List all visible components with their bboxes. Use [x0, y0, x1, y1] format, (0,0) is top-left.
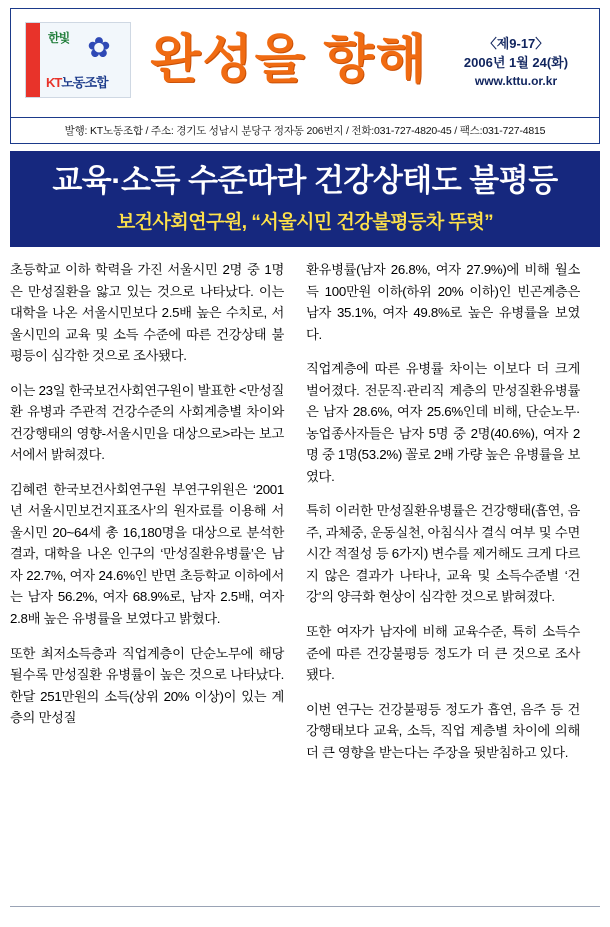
issue-date: 2006년 1월 24(화) [463, 55, 569, 71]
paragraph: 초등학교 이하 학력을 가진 서울시민 2명 중 1명은 만성질환을 앓고 있는 것으로 나타났다. 이는 대학을 나온 서울시민보다 2.5배 높은 수치로, 서울시민의 교육 및 소득 수준에 따른 건강상태 불평등이 심각한 것으로 조사됐다. [10, 262, 284, 364]
article-column-left [10, 259, 284, 899]
paragraph: 김혜련 한국보건사회연구원 부연구위원은 ‘2001년 서울시민보건지표조사’의 원자료를 이용해 서울시민 20~64세 총 16,180명을 대상으로 분석한 결과, 대학을 나온 인구의 ‘만성질환유병률’은 남자 22.7%, 여자 24.6%인 반면 초등학교 이하에서는 남자 56.2%, 여자 68.9%로, 남자 2.5배, 여자 2.8배 높은 유병률을 보였다고 밝혔다. [10, 481, 284, 626]
headline-banner [10, 151, 600, 247]
paragraph: 또한 여자가 남자에 비해 교육수준, 특히 소득수준에 따른 건강불평등 정도가 더 큰 것으로 조사됐다. [306, 623, 580, 683]
headline: 교육·소득 수준따라 건강상태도 불평등 [52, 162, 558, 198]
article-column-right [306, 259, 580, 899]
flag-kt-label [46, 72, 108, 91]
issue-url: www.kttu.or.kr [474, 74, 558, 89]
paragraph: 환유병률(남자 26.8%, 여자 27.9%)에 비해 월소득 100만원 이하(하위 20% 이하)인 빈곤계층은 남자 35.1%, 여자 49.8%로 높은 유병률을 보였다. [306, 262, 580, 342]
flag-org-top-label: 한빛 [48, 31, 70, 45]
kt-text: KT [46, 75, 62, 90]
issue-info [441, 35, 591, 90]
publisher-strip [10, 118, 600, 144]
union-text: 노동조합 [61, 75, 108, 90]
issue-number: 〈제9-17〉 [483, 36, 549, 52]
paragraph: 직업계층에 따른 유병률 차이는 이보다 더 크게 벌어졌다. 전문직·관리직 계층의 만성질환유병률은 남자 28.6%, 여자 25.6%인데 비해, 단순노무·농업종사자들은 남자 5명 중 2명(40.6%), 여자 2명 중 1명(53.2%) 꼴로 2배 가량 높은 유병률을 보였다. [306, 361, 580, 484]
paragraph: 또한 최저소득층과 직업계층이 단순노무에 해당될수록 만성질환 유병률이 높은 것으로 나타났다. 한달 251만원의 소득(상위 20% 이상)이 있는 계층의 만성질 [10, 645, 284, 726]
article-body [10, 259, 600, 899]
union-flag-logo [19, 16, 137, 110]
flag-graphic [25, 22, 131, 98]
star-icon: ✿ [87, 32, 111, 63]
flag-red-band [26, 23, 40, 97]
masthead [10, 8, 600, 118]
paragraph: 이번 연구는 건강불평등 정도가 흡연, 음주 등 건강행태보다 교육, 소득, 직업 계층별 차이에 의해 더 큰 영향을 받는다는 주장을 뒷받침하고 있다. [306, 701, 580, 760]
footer-divider [10, 906, 600, 907]
paragraph: 특히 이러한 만성질환유병률은 건강행태(흡연, 음주, 과체중, 운동실천, 아침식사 결식 여부 및 수면시간 적절성 등 6가지) 변수를 제거해도 크게 다르지 않은 결과가 나타나, 교육 및 소득수준별 ‘건강’의 양극화 현상이 심각한 것으로 밝혀졌다. [306, 503, 580, 605]
publisher-text: 발행: KT노동조합 / 주소: 경기도 성남시 분당구 정자동 206번지 / 전화:031-727-4820-45 / 팩스:031-727-4815 [64, 125, 546, 137]
page-title: 완성을 향해 [150, 31, 428, 89]
subheadline: 보건사회연구원, “서울시민 건강불평등차 뚜렷” [116, 212, 494, 234]
paragraph: 이는 23일 한국보건사회연구원이 발표한 <만성질환 유병과 주관적 건강수준의 사회계층별 차이와 건강행태의 영향-서울시민을 대상으로>라는 보고서에서 밝혀졌다. [10, 382, 284, 463]
